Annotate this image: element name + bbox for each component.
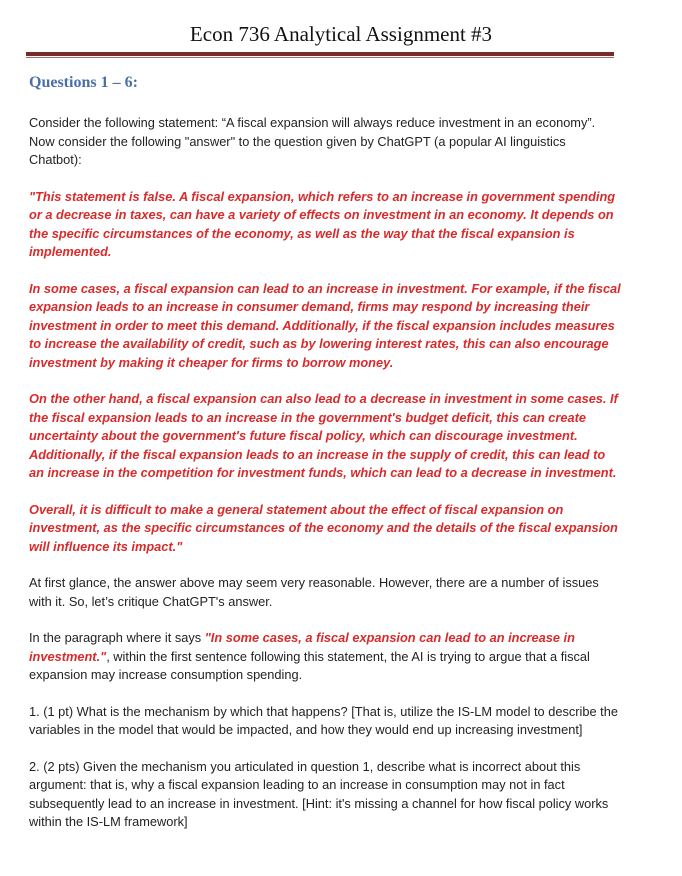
document-body — [29, 114, 621, 850]
quote-paragraph-3: On the other hand, a fiscal expansion can also lead to a decrease in investment in some cases. If the fiscal expansion leads to an increase in the government's budget deficit, this can create uncertainty about the government's future fiscal policy, which can discourage investment. Additionally, if the fiscal expansion leads to an increase in the supply of credit, this can lead to an increase in the competition for investment funds, which can lead to a decrease in investment. — [29, 391, 618, 480]
document-title: Econ 736 Analytical Assignment #3 — [189, 22, 493, 46]
question-1: 1. (1 pt) What is the mechanism by which that happens? [That is, utilize the IS-LM model to describe the variables in the model that would be impacted, and how they would end up increasing investment] — [29, 703, 618, 737]
paragraph-reference-quote: "In some cases, a fiscal expansion can lead to an increase in investment." — [29, 630, 575, 664]
quote-paragraph-4: Overall, it is difficult to make a general statement about the effect of fiscal expansion on investment, as the specific circumstances of the economy and the details of the fiscal expansion will influence its impact." — [29, 501, 618, 554]
paragraph-reference — [29, 629, 621, 685]
section-heading: Questions 1 – 6: — [29, 74, 138, 91]
quote-paragraph-1: "This statement is false. A fiscal expansion, which refers to an increase in government spending or a decrease in taxes, can have a variety of effects on investment in an economy. It depends on the specific circumstances of the economy, as well as the way that the fiscal expansion is implemented. — [29, 188, 616, 259]
critique-intro-paragraph: At first glance, the answer above may seem very reasonable. However, there are a number of issues with it. So, let’s critique ChatGPT's answer. — [29, 575, 599, 609]
title-rule-thick — [26, 52, 614, 56]
title-rule-thin — [26, 57, 614, 58]
intro-paragraph: Consider the following statement: “A fiscal expansion will always reduce investment in an economy”. Now consider the following "answer" to the question given by ChatGPT (a popular AI linguistics Chatbot): — [29, 115, 596, 167]
quote-paragraph-2: In some cases, a fiscal expansion can lead to an increase in investment. For example, if the fiscal expansion leads to an increase in consumer demand, firms may respond by increasing their investment in order to meet this demand. Additionally, if the fiscal expansion includes measures to increase the availability of credit, such as by lowering interest rates, this can also encourage investment by making it cheaper for firms to borrow money. — [29, 280, 621, 370]
question-2: 2. (2 pts) Given the mechanism you articulated in question 1, describe what is incorrect about this argument: that is, why a fiscal expansion leading to an increase in consumption may not in fact subsequently lead to an increase in investment. [Hint: it's missing a channel for how fiscal policy works within the IS-LM framework] — [29, 758, 609, 829]
paragraph-reference-after: , within the first sentence following this statement, the AI is trying to argue that a fiscal expansion may increase consumption spending. — [29, 648, 590, 682]
paragraph-reference-before: In the paragraph where it says — [29, 630, 205, 645]
